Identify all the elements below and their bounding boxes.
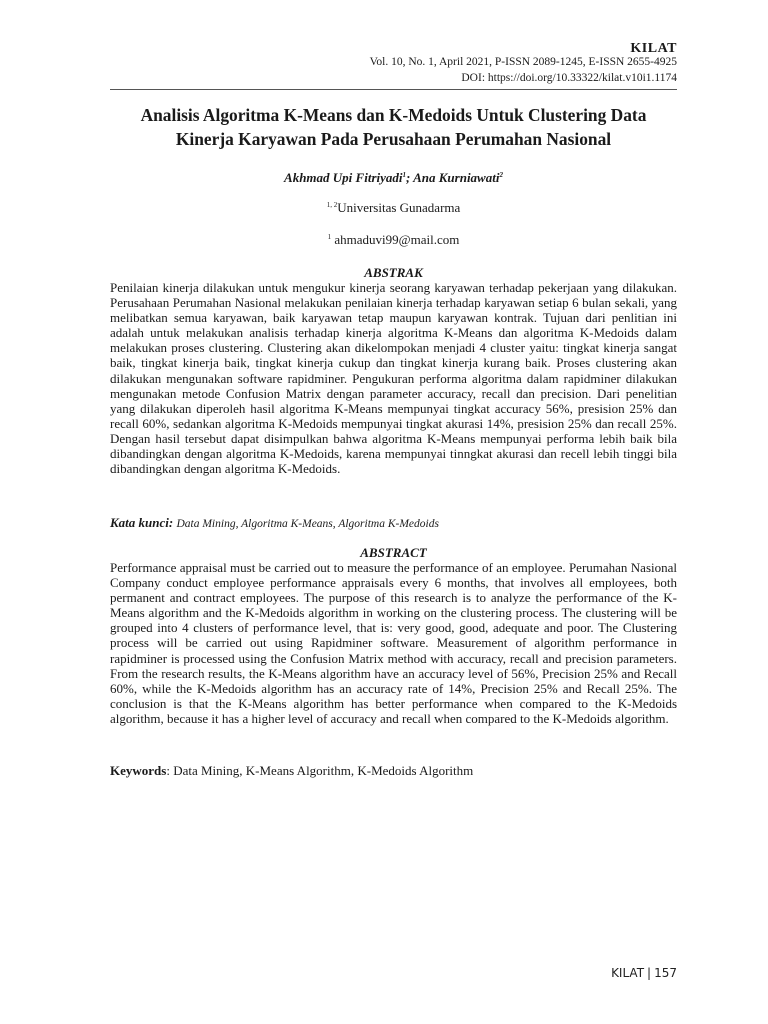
email [110, 232, 677, 248]
footer-separator: | [647, 966, 652, 980]
keywords [110, 763, 677, 779]
header-rule [110, 89, 677, 90]
author-2-sup: 2 [499, 171, 503, 179]
page-footer [611, 966, 677, 980]
affiliation [110, 200, 677, 216]
kata-kunci [110, 515, 677, 531]
author-1-sup: 1 [402, 171, 406, 179]
abstrak-body: Penilaian kinerja dilakukan untuk mengukur kinerja seorang karyawan terhadap pekerjaan yang dilakukan. Perusahaan Perumahan Nasional melakukan penilaian kinerja terhadap karyawan setiap 6 bulan sekali, yang melibatkan semua karyawan, baik karyawan tetap maupun karyawan kontrak. Tujuan dari penlitian ini adalah untuk melakukan analisis terhadap kinerja algoritma K-Means dan algoritma K-Medoids dalam melakukan proses clustering. Clustering akan dikelompokan menjadi 4 cluster yaitu: tingkat kinerja sangat baik, tingkat kinerja baik, tingkat kinerja cukup dan tingkat kinerja kurang baik. Proses clustering akan dilakukan mengunakan software rapidminer. Pengukuran performa algoritma dalam rapidminer dilakukan mengunakan metode Confusion Matrix dengan parameter accuracy, recall dan precision. Dari penelitian yang dilakukan diperoleh hasil algoritma K-Means mempunyai tingkat accuracy 56%, presision 25% dan recall 60%, sedankan algoritma K-Medoids mempunyai tingkat akurasi 14%, presision 25% dan recall 25%. Dengan hasil tersebut dapat disimpulkan bahwa algoritma K-Means mempunyai performa lebih baik bila dibandingkan dengan algoritma K-Medoids, karena mempunyai tinngkat akurasi dan recell lebih tinggi bila dibandingkan dengan algoritma K-Medoids. [110, 280, 677, 477]
email-address: ahmaduvi99@mail.com [334, 232, 460, 247]
affiliation-name: Universitas Gunadarma [337, 200, 461, 215]
keywords-label: Keywords [110, 763, 167, 778]
affiliation-sup: 1, 2 [326, 201, 338, 209]
keywords-value: : Data Mining, K-Means Algorithm, K-Medoids Algorithm [166, 763, 474, 778]
abstrak-heading: ABSTRAK [364, 265, 423, 280]
author-1: Akhmad Upi Fitriyadi [284, 170, 403, 185]
doi-line: DOI: https://doi.org/10.33322/kilat.v10i1.1174 [461, 72, 677, 84]
footer-journal: KILAT [611, 966, 645, 980]
volume-line: Vol. 10, No. 1, April 2021, P-ISSN 2089-1245, E-ISSN 2655-4925 [369, 56, 677, 68]
kata-kunci-label: Kata kunci: [110, 515, 174, 530]
author-separator: ; [406, 170, 414, 185]
paper-title: Analisis Algoritma K-Means dan K-Medoids Untuk Clustering Data Kinerja Karyawan Pada Perusahaan Perumahan Nasional [140, 105, 647, 149]
author-2: Ana Kurniawati [413, 170, 500, 185]
authors [110, 170, 677, 186]
abstract-heading: ABSTRACT [360, 545, 427, 560]
journal-name: KILAT [630, 41, 677, 56]
email-sup: 1 [327, 233, 332, 241]
kata-kunci-value: Data Mining, Algoritma K-Means, Algoritma K-Medoids [176, 518, 439, 530]
page-number: 157 [654, 966, 677, 980]
abstract-body: Performance appraisal must be carried out to measure the performance of an employee. Perumahan Nasional Company conduct employee performance appraisals every 6 months, that involves all employees, both permanent and contract employees. The purpose of this research is to analyze the performance of the K-Means algorithm and the K-Medoids algorithm in working on the clustering process. The clustering will be grouped into 4 clusters of performance level, that is: very good, good, adequate and poor. The Clustering process will be carried out using Rapidminer software. Measurement of algorithm performance in rapidminer is processed using the Confusion Matrix method with accuracy, recall and precision parameters. From the research results, the K-Means algorithm have an accuracy level of 56%, Precision 25% and Recall 60%, while the K-Medoids algorithm has an accuracy rate of 14%, Precision 25% and Recall 25%. The conclusion is that the K-Means algorithm has better performance when compared to the K-Medoids algorithm, because it has a higher level of accuracy and recall when compared to the K-Medoids algorithm. [110, 560, 677, 726]
